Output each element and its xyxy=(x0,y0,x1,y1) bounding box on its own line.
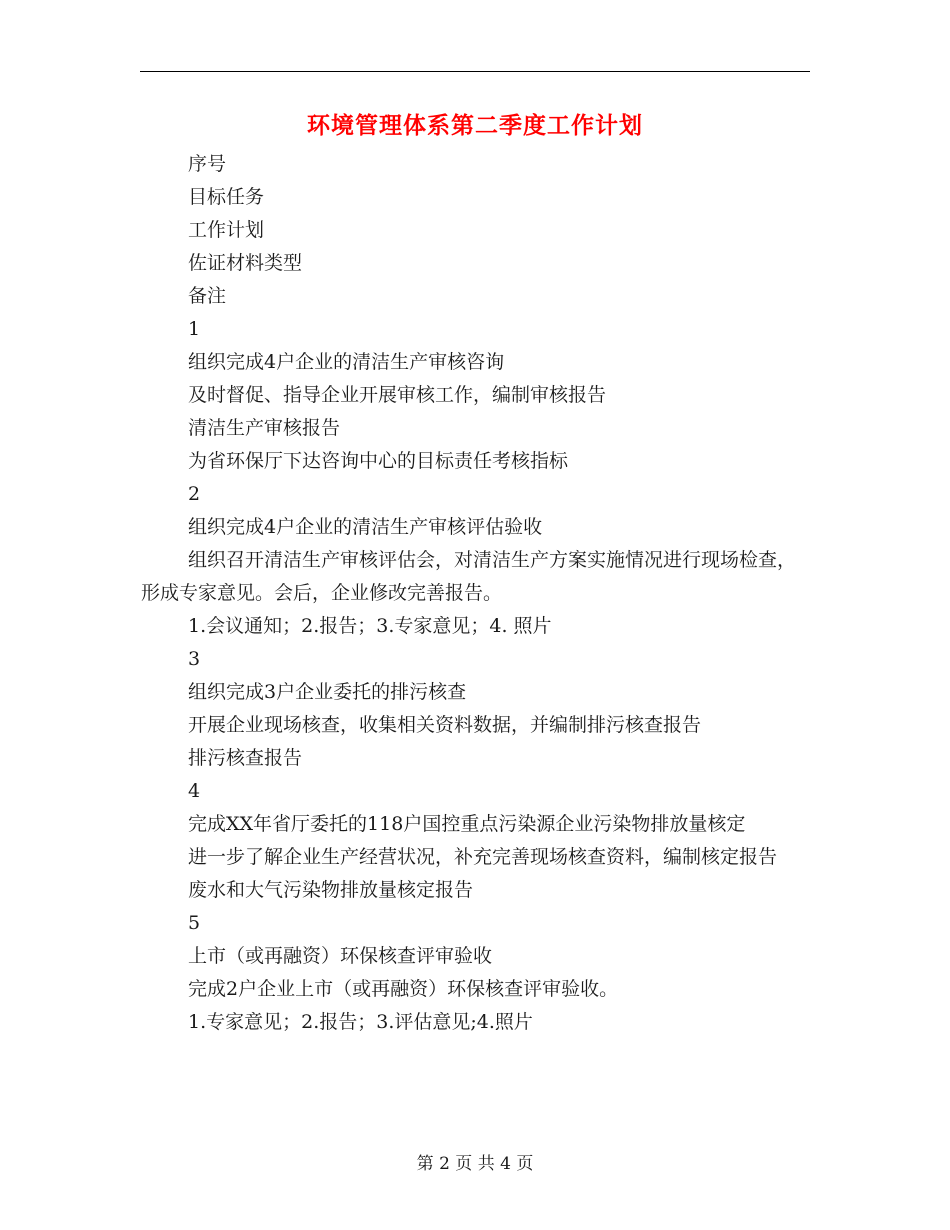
paragraph: 1.专家意见；2.报告；3.评估意见;4.照片 xyxy=(188,1011,533,1033)
paragraph: 1 xyxy=(188,318,201,340)
paragraph: 组织完成4户企业的清洁生产审核咨询 xyxy=(188,351,505,373)
paragraph: 完成2户企业上市（或再融资）环保核查评审验收。 xyxy=(188,978,619,1000)
paragraph: 5 xyxy=(188,912,201,934)
paragraph: 排污核查报告 xyxy=(188,747,303,769)
paragraph: 废水和大气污染物排放量核定报告 xyxy=(188,879,474,901)
paragraph: 序号 xyxy=(188,153,227,175)
paragraph: 备注 xyxy=(188,285,227,307)
document-body xyxy=(141,148,805,1039)
header-rule xyxy=(140,71,810,72)
paragraph: 组织完成3户企业委托的排污核查 xyxy=(188,681,467,703)
paragraph: 1.会议通知；2.报告；3.专家意见；4. 照片 xyxy=(188,615,552,637)
page-footer: 第 2 页 共 4 页 xyxy=(416,1154,534,1174)
document-title: 环境管理体系第二季度工作计划 xyxy=(307,112,643,139)
paragraph: 佐证材料类型 xyxy=(188,252,303,274)
paragraph: 及时督促、指导企业开展审核工作，编制审核报告 xyxy=(188,384,607,406)
paragraph: 完成XX年省厅委托的118户国控重点污染源企业污染物排放量核定 xyxy=(188,813,746,835)
paragraph: 进一步了解企业生产经营状况，补充完善现场核查资料，编制核定报告 xyxy=(188,846,778,868)
paragraph: 组织召开清洁生产审核评估会，对清洁生产方案实施情况进行现场检查，形成专家意见。会后，企业修改完善报告。 xyxy=(141,549,797,604)
paragraph: 3 xyxy=(188,648,201,670)
paragraph: 组织完成4户企业的清洁生产审核评估验收 xyxy=(188,516,543,538)
paragraph: 4 xyxy=(188,780,201,802)
paragraph: 上市（或再融资）环保核查评审验收 xyxy=(188,945,493,967)
paragraph: 清洁生产审核报告 xyxy=(188,417,341,439)
paragraph: 2 xyxy=(188,483,201,505)
paragraph: 工作计划 xyxy=(188,219,265,241)
paragraph: 目标任务 xyxy=(188,186,265,208)
paragraph: 为省环保厅下达咨询中心的目标责任考核指标 xyxy=(188,450,569,472)
paragraph: 开展企业现场核查，收集相关资料数据，并编制排污核查报告 xyxy=(188,714,702,736)
